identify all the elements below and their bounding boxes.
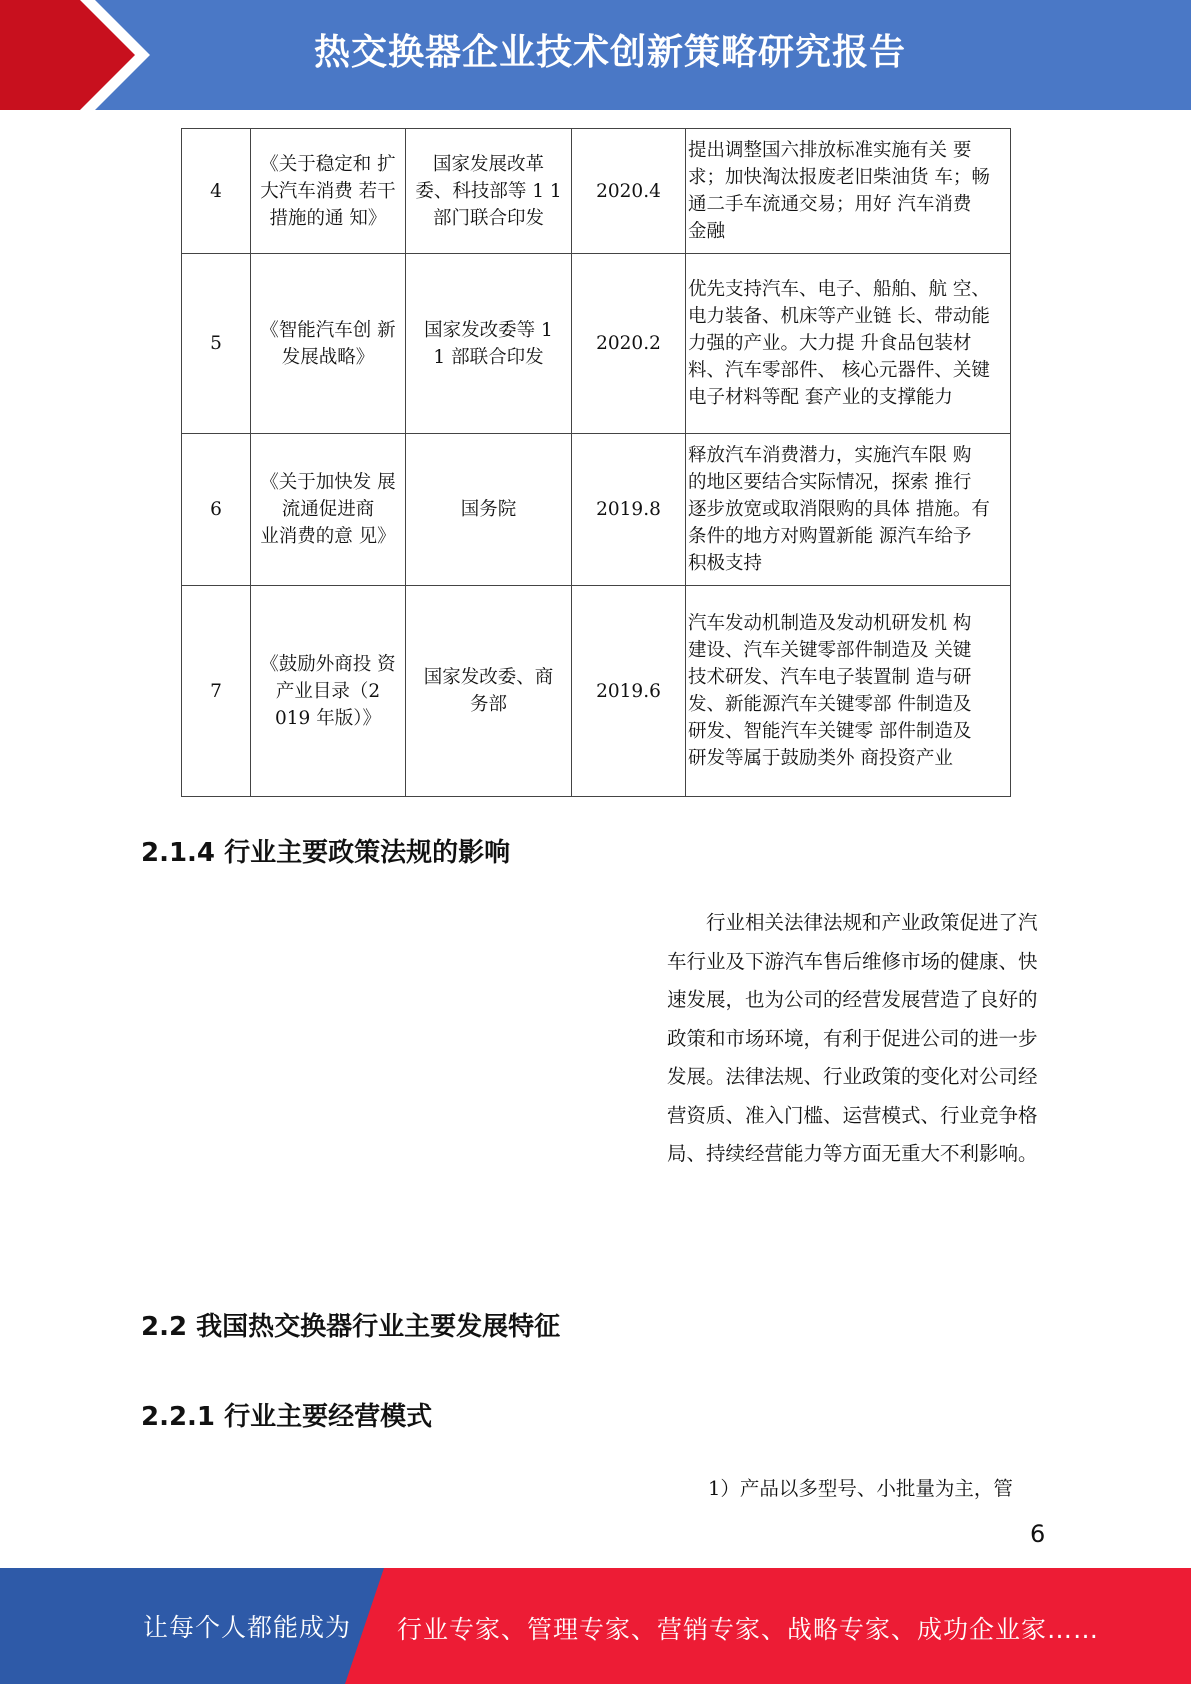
issuing-dept-cell [406,129,572,254]
policy-content-cell-line: 逐步放宽或取消限购的具体 措施。有 [688,499,990,520]
issuing-dept-cell-line: 国家发改委等 1 [424,319,553,341]
issuing-dept-cell-line: 1 部联合印发 [433,346,544,368]
table-row [182,129,1011,254]
issuing-dept-cell-line: 委、科技部等 1 1 [415,180,562,202]
header-arrow-decoration [0,0,150,110]
policy-name-cell-line: 流通促进商 [281,499,375,520]
policy-name-cell [251,129,406,254]
policy-content-cell-line: 汽车发动机制造及发动机研发机 构 [688,613,972,634]
issuing-dept-cell-line: 务部 [469,694,507,715]
policy-content-cell-line: 积极支持 [688,553,763,574]
policy-content-cell [686,254,1011,434]
policy-content-cell-line: 的地区要结合实际情况，探索 推行 [688,472,972,493]
issuing-dept-cell-line: 国家发展改革 [432,153,544,175]
policy-content-cell-line: 电子材料等配 套产业的支撑能力 [688,387,953,408]
section-heading-2-2: 2.2 我国热交换器行业主要发展特征 [141,1312,561,1342]
footer-slogan-right: 行业专家、管理专家、营销专家、战略专家、成功企业家…… [397,1615,1100,1644]
policy-name-cell-line: 业消费的意 见》 [260,526,396,547]
row-number-cell: 5 [182,254,251,434]
policy-content-cell-line: 技术研发、汽车电子装置制 造与研 [688,667,972,688]
policy-content-cell-line: 优先支持汽车、电子、船舶、航 空、 [688,279,990,300]
policy-content-cell-line: 建设、汽车关键零部件制造及 关键 [688,640,972,661]
table-row [182,586,1011,797]
policy-name-cell-line: 《关于稳定和 扩 [260,153,396,175]
policy-content-cell-line: 发、新能源汽车关键零部 件制造及 [688,694,972,715]
section-heading-2-1-4: 2.1.4 行业主要政策法规的影响 [141,838,511,868]
policy-content-cell-line: 研发、智能汽车关键零 部件制造及 [688,721,972,742]
policy-name-cell-line: 《智能汽车创 新 [260,319,396,341]
policy-name-cell [251,586,406,797]
policy-content-cell [686,586,1011,797]
policy-name-cell-line: 措施的通 知》 [269,207,387,229]
footer-slogan-left: 让每个人都能成为 [143,1613,352,1642]
policy-name-cell-line: 019 年版）》 [275,707,381,729]
issue-date-cell: 2019.6 [572,586,686,797]
policy-content-cell-line: 金融 [688,221,726,242]
issuing-dept-cell [406,434,572,586]
policy-table [181,128,1011,797]
page-number: 6 [1030,1520,1046,1548]
policy-content-cell-line: 料、汽车零部件、 核心元器件、关键 [688,360,990,381]
row-number-cell: 6 [182,434,251,586]
policy-name-cell-line: 大汽车消费 若干 [260,180,396,202]
report-title: 热交换器企业技术创新策略研究报告 [313,32,906,73]
issuing-dept-cell [406,254,572,434]
business-model-paragraph: 1）产品以多型号、小批量为主，管 [708,1477,1013,1500]
row-number-cell: 7 [182,586,251,797]
policy-content-cell [686,434,1011,586]
issuing-dept-cell-line: 国家发改委、商 [423,667,554,688]
issue-date-cell: 2020.2 [572,254,686,434]
policy-name-cell-line: 产业目录（2 [275,680,381,702]
issuing-dept-cell [406,586,572,797]
policy-name-cell [251,254,406,434]
policy-content-cell-line: 释放汽车消费潜力，实施汽车限 购 [688,445,972,466]
policy-impact-paragraph: 行业相关法律法规和产业政策促进了汽车行业及下游汽车售后维修市场的健康、快速发展，也为公司的经营发展营造了良好的政策和市场环境，有利于促进公司的进一步发展。法律法规、行业政策的变化对公司经营资质、准入门槛、运营模式、行业竞争格局、持续经营能力等方面无重大不利影响。 [667,911,1038,1165]
policy-name-cell [251,434,406,586]
policy-name-cell-line: 发展战略》 [281,346,375,368]
policy-content-cell-line: 条件的地方对购置新能 源汽车给予 [688,526,972,547]
issue-date-cell: 2020.4 [572,129,686,254]
issuing-dept-cell-line: 国务院 [460,499,517,520]
issuing-dept-cell-line: 部门联合印发 [432,207,544,229]
policy-name-cell-line: 《鼓励外商投 资 [260,653,396,675]
policy-content-cell-line: 电力装备、机床等产业链 长、带动能 [688,306,990,327]
policy-content-cell [686,129,1011,254]
policy-content-cell-line: 研发等属于鼓励类外 商投资产业 [688,748,953,769]
page-header [0,0,1191,110]
issue-date-cell: 2019.8 [572,434,686,586]
policy-content-cell-line: 求；加快淘汰报废老旧柴油货 车；畅 [688,167,990,188]
row-number-cell: 4 [182,129,251,254]
table-row [182,254,1011,434]
policy-content-cell-line: 通二手车流通交易；用好 汽车消费 [688,194,972,215]
policy-content-cell-line: 力强的产业。大力提 升食品包装材 [688,333,972,354]
table-row [182,434,1011,586]
policy-name-cell-line: 《关于加快发 展 [260,472,396,493]
section-heading-2-2-1: 2.2.1 行业主要经营模式 [141,1402,433,1432]
policy-content-cell-line: 提出调整国六排放标准实施有关 要 [688,140,972,161]
